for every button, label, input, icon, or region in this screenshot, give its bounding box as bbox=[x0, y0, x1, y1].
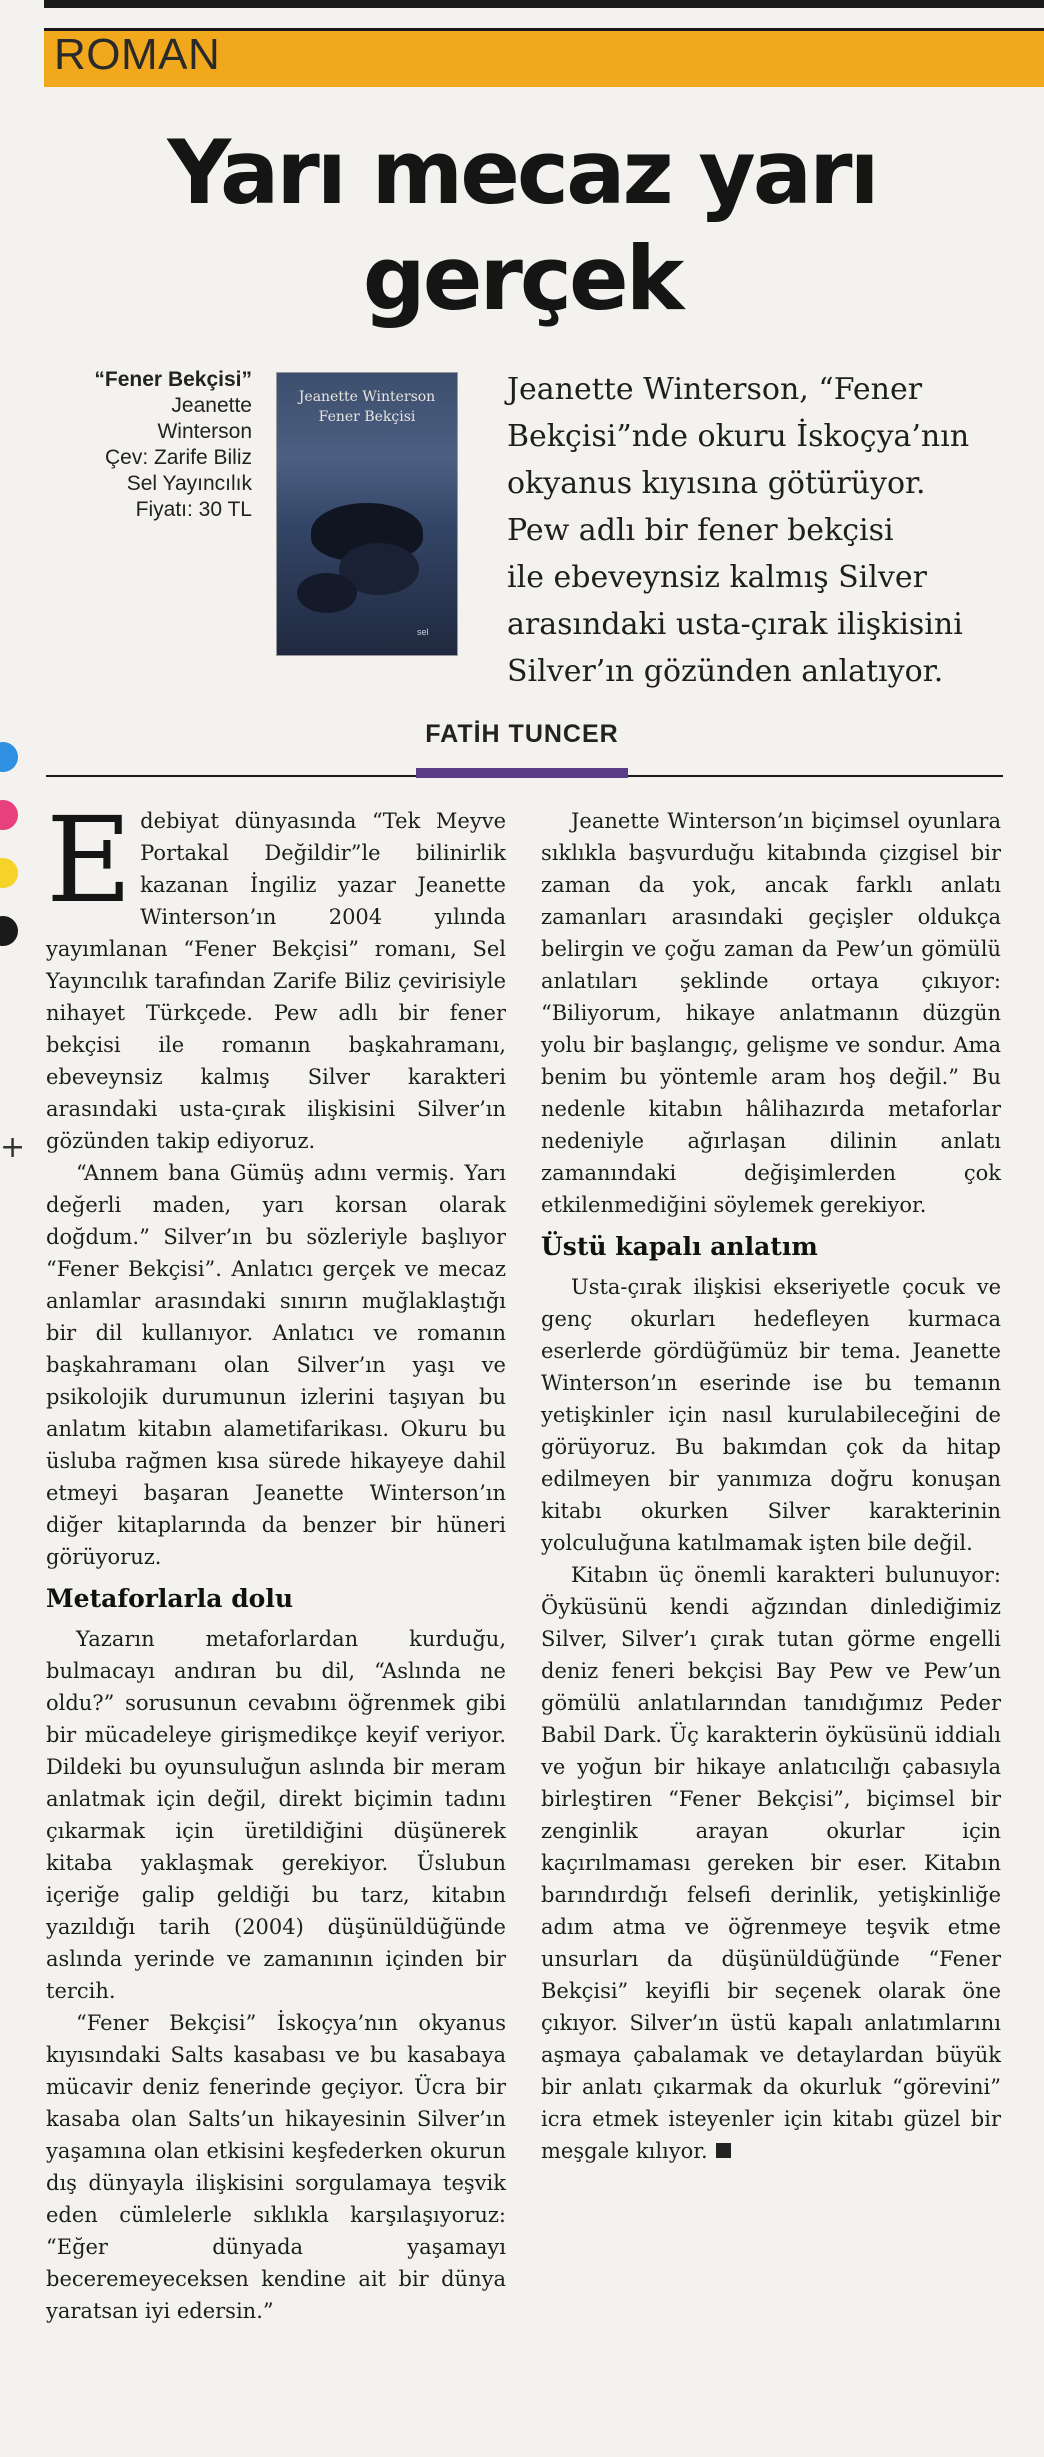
deck-line: Jeanette Winterson, “Fener bbox=[507, 372, 923, 407]
cover-publisher: sel bbox=[417, 627, 429, 637]
cover-title: Fener Bekçisi bbox=[318, 409, 416, 425]
book-cover-image bbox=[276, 372, 458, 656]
deck-line: Silver’ın gözünden anlatıyor. bbox=[507, 654, 944, 689]
body-column-1 bbox=[46, 791, 506, 2327]
deck-line: Bekçisi”nde okuru İskoçya’nın bbox=[507, 419, 970, 454]
body-column-2 bbox=[541, 805, 1001, 2167]
book-info bbox=[40, 367, 252, 523]
body-paragraph: Usta-çırak ilişkisi ekseriyetle çocuk ve genç okurları hedefleyen kurmaca eserlerde gördüğümüz bir tema. Jeanette Winterson’ın eserinde ise bu temanın yetişkinler için nasıl kurulabileceğini de görüyoruz. Bu bakımdan çok da hitap edilmeyen bir yanımıza doğru konuşan kitabı okurken Silver karakterinin yolculuğuna katılmamak işten bile değil. bbox=[541, 1275, 1001, 1555]
body-paragraph: Jeanette Winterson’ın biçimsel oyunlara sıklıkla başvurduğu kitabında çizgisel bir zaman da yok, ancak farklı anlatı zamanları arasındaki geçişler oldukça belirgin ve çoğu zaman da Pew’un gömülü anlatıları şeklinde ortaya çıkıyor: “Biliyorum, hikaye anlatmanın düzgün yolu bir başlangıç, gelişme ve sondur. Ama benim bu yöntemle aram hoş değil.” Bu nedenle kitabın hâlihazırda metaforlar nedeniyle ağırlaşan dilinin anlatı zamanındaki değişimlerden çok etkilenmediğini söylemek gerekiyor. bbox=[541, 809, 1001, 1217]
color-registration-dot bbox=[0, 916, 18, 946]
deck-line: okyanus kıyısına götürüyor. bbox=[507, 466, 926, 501]
deck-text bbox=[507, 366, 1012, 695]
body-paragraph: “Fener Bekçisi” İskoçya’nın okyanus kıyısındaki Salts kasabası ve bu kasabaya mücavir deniz fenerinde geçiyor. Ücra bir kasaba olan Salts’un hikayesinin Silver’ın yaşamına olan etkisini keşfederken okurun dış dünyayla ilişkisini sorgulamaya teşvik eden cümlelerle sıklıkla karşılaşıyoruz: “Eğer dünyada yaşamayı beceremeyeceksen kendine ait bir dünya yaratsan iyi edersin.” bbox=[46, 2011, 506, 2323]
headline bbox=[0, 120, 1044, 332]
crop-mark-icon: + bbox=[0, 1130, 26, 1165]
book-price: Fiyatı: 30 TL bbox=[135, 498, 252, 521]
headline-line-2: gerçek bbox=[362, 227, 682, 330]
book-author-2: Winterson bbox=[157, 420, 252, 443]
book-publisher: Sel Yayıncılık bbox=[126, 472, 252, 495]
book-title: “Fener Bekçisi” bbox=[94, 368, 252, 391]
color-registration-dot bbox=[0, 800, 18, 830]
body-paragraph: “Annem bana Gümüş adını vermiş. Yarı değerli maden, yarı korsan olarak doğdum.” Silver’ın bu sözleriyle başlıyor “Fener Bekçisi”. Anlatıcı gerçek ve mecaz anlamlar arasındaki sınırın muğlaklaştığı bir dil kullanıyor. Anlatıcı ve romanın başkahramanı olan Silver’ın yaşı ve psikolojik durumunun izlerini taşıyan bu anlatım kitabın alametifarikası. Okuru bu üsluba rağmen kısa sürede hikayeye dahil etmeyi başaran Jeanette Winterson’ın diğer kitaplarında da benzer bir hüneri görüyoruz. bbox=[46, 1161, 506, 1569]
body-paragraph: Yazarın metaforlardan kurduğu, bulmacayı andıran bu dil, “Aslında ne oldu?” sorusunun cevabını öğrenmek gibi bir mücadeleye girişmedikçe keyif veriyor. Dildeki bu oyunsuluğun aslında bir meram anlatmak için değil, direkt biçimin tadını çıkarmak için üretildiğini düşünerek kitaba yaklaşmak gerekiyor. Üslubun içeriğe galip geldiği bu tarz, kitabın yazıldığı tarih (2004) düşünüldüğünde aslında yerinde ve zamanının içinden bir tercih. bbox=[46, 1627, 506, 2003]
byline: FATİH TUNCER bbox=[425, 720, 619, 748]
headline-line-1: Yarı mecaz yarı bbox=[167, 121, 877, 224]
cover-author: Jeanette Winterson bbox=[298, 389, 436, 405]
end-mark-icon bbox=[716, 2143, 731, 2158]
book-author-1: Jeanette bbox=[171, 394, 252, 417]
top-rule bbox=[44, 0, 1044, 8]
deck-line: ile ebeveynsiz kalmış Silver bbox=[507, 560, 927, 595]
subheading: Üstü kapalı anlatım bbox=[541, 1232, 818, 1261]
book-translator: Çev: Zarife Biliz bbox=[104, 446, 252, 469]
cover-rock-shape bbox=[297, 573, 357, 613]
deck-line: arasındaki usta-çırak ilişkisini bbox=[507, 607, 963, 642]
color-registration-dot bbox=[0, 858, 18, 888]
byline-accent-bar bbox=[416, 768, 628, 778]
body-paragraph: Kitabın üç önemli karakteri bulunuyor: Öyküsünü kendi ağzından dinlediğimiz Silver, Silver’ı çırak tutan görme engelli deniz feneri bekçisi Bay Pew ve Pew’un gömülü anlatılarından tanıdığımız Peder Babil Dark. Üç karakterin öyküsünü iddialı ve yoğun bir hikaye anlatıcılığı çabasıyla birleştiren “Fener Bekçisi”, biçimsel bir zenginlik arayan okurlar için kaçırılmaması gereken bir eser. Kitabın barındırdığı felsefi derinlik, yetişkinliğe adım atma ve öğrenmeye teşvik etme unsurları da düşünüldüğünde “Fener Bekçisi” keyifli bir seçenek olarak öne çıkıyor. Silver’ın üstü kapalı anlatımlarını aşmaya çabalamak ve detaylardan büyük bir anlatı çıkarmak da okurluk “görevini” icra etmek isteyenler için kitabı güzel bir meşgale kılıyor. bbox=[541, 1563, 1001, 2163]
deck-line: Pew adlı bir fener bekçisi bbox=[507, 513, 894, 548]
body-paragraph: Edebiyat dünyasında “Tek Meyve Portakal Değildir”le bilinirlik kazanan İngiliz yazar Jeanette Winterson’ın 2004 yılında yayımlanan “Fener Bekçisi” romanı, Sel Yayıncılık tarafından Zarife Biliz çevirisiyle nihayet Türkçede. Pew adlı bir fener bekçisi ile romanın başkahramanı, ebeveynsiz kalmış Silver karakteri arasındaki usta-çırak ilişkisini Silver’ın gözünden takip ediyoruz. bbox=[46, 791, 506, 1153]
section-label: ROMAN bbox=[54, 30, 221, 79]
subheading: Metaforlarla dolu bbox=[46, 1584, 294, 1613]
drop-cap: E bbox=[46, 791, 133, 929]
